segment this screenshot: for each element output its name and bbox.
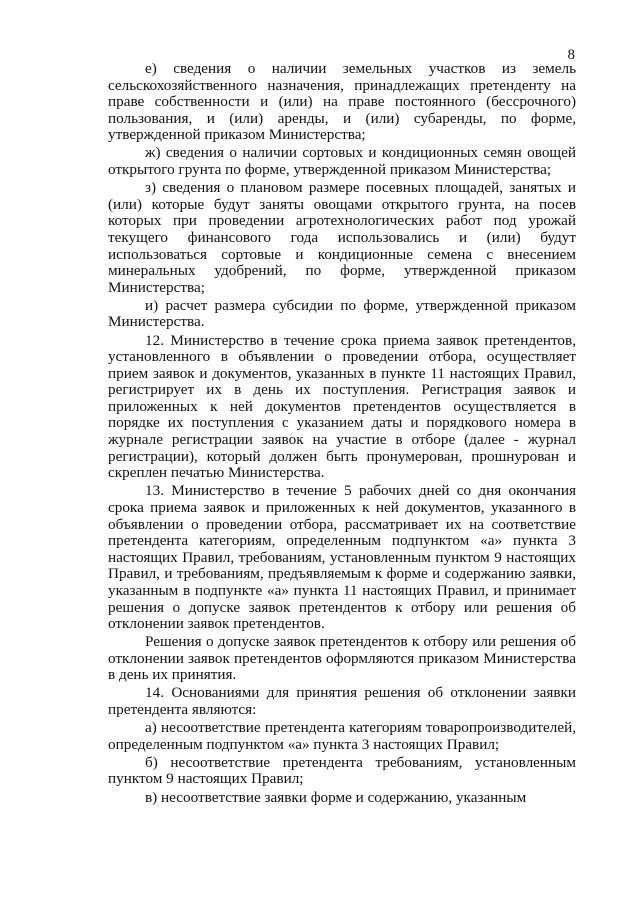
paragraph-13: 13. Министерство в течение 5 рабочих дней со дня окончания срока приема заявок и приложенных к ней документов, указанного в объявлении о проведении отбора, рассматривает их на соответствие претендента категориям, определенным подпунктом «а» пункта 3 настоящих Правил, требованиям, установленным пунктом 9 настоящих Правил, и требованиям, предъявляемым к форме и содержанию заявки, указанным в подпункте «а» пункта 11 настоящих Правил, и принимает решения о допуске заявок претендентов к отбору или решения об отклонении заявок претендентов.: [108, 482, 576, 633]
document-body: [108, 61, 576, 808]
paragraph-i: и) расчет размера субсидии по форме, утвержденной приказом Министерства.: [108, 296, 576, 331]
paragraph-e: е) сведения о наличии земельных участков из земель сельскохозяйственного назначения, принадлежащих претенденту на праве собственности и (или) на праве постоянного (бессрочного) пользования, и (или) аренды, и (или) субаренды, по форме, утвержденной приказом Министерства;: [108, 60, 576, 144]
paragraph-13-decisions: Решения о допуске заявок претендентов к отбору или решения об отклонении заявок претендентов оформляются приказом Министерства в день их принятия.: [108, 633, 576, 684]
paragraph-z: з) сведения о плановом размере посевных площадей, занятых и (или) которые будут заняты овощами открытого грунта, на посев которых при проведении агротехнологических работ под урожай текущего финансового года использовались и (или) будут использоваться сортовые и кондиционные семена с внесением минеральных удобрений, по форме, утвержденной приказом Министерства;: [108, 179, 576, 296]
paragraph-14: 14. Основаниями для принятия решения об отклонении заявки претендента являются:: [108, 684, 576, 719]
paragraph-14-b: б) несоответствие претендента требованиям, установленным пунктом 9 настоящих Правил;: [108, 753, 576, 788]
paragraph-12: 12. Министерство в течение срока приема заявок претендентов, установленного в объявлении о проведении отбора, осуществляет прием заявок и документов, указанных в пункте 11 настоящих Правил, регистрирует их в день их поступления. Регистрация заявок и приложенных к ней документов претендентов осуществляется в порядке их поступления с указанием даты и порядкового номера в журнале регистрации заявок на участие в отборе (далее - журнал регистрации), который должен быть пронумерован, прошнурован и скреплен печатью Министерства.: [108, 331, 576, 482]
paragraph-zh: ж) сведения о наличии сортовых и кондиционных семян овощей открытого грунта по форме, утвержденной приказом Министерства;: [108, 144, 576, 179]
paragraph-14-v: в) несоответствие заявки форме и содержанию, указанным: [145, 788, 527, 806]
paragraph-14-a: а) несоответствие претендента категориям товаропроизводителей, определенным подпунктом «а» пункта 3 настоящих Правил;: [108, 719, 576, 753]
page-number: 8: [567, 47, 575, 63]
